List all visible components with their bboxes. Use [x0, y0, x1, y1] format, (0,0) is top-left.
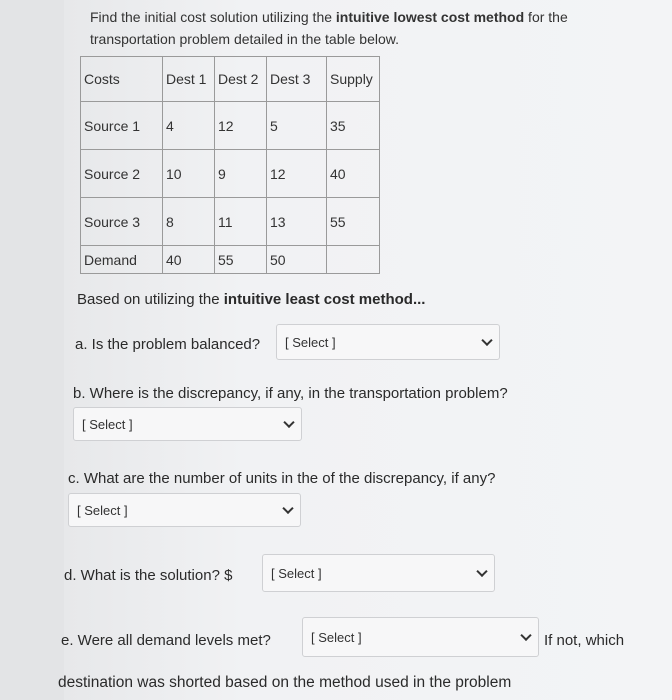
table-cell: Demand [81, 246, 163, 274]
chevron-down-icon [282, 503, 293, 514]
table-cell: 10 [163, 150, 215, 198]
table-cell: 50 [267, 246, 327, 274]
table-cell: 5 [267, 102, 327, 150]
question-b-label: b. Where is the discrepancy, if any, in the transportation problem? [73, 385, 508, 402]
table-cell: 35 [327, 102, 380, 150]
table-cell: 4 [163, 102, 215, 150]
table-cell: 40 [163, 246, 215, 274]
question-c-select[interactable]: [ Select ] [68, 493, 301, 527]
header-cell: Dest 3 [267, 57, 327, 102]
table-header-row [81, 57, 380, 102]
table-cell: 8 [163, 198, 215, 246]
question-d-label: d. What is the solution? $ [64, 567, 233, 584]
question-a-label: a. Is the problem balanced? [75, 336, 261, 353]
left-gutter [0, 0, 64, 700]
table-cell: 55 [327, 198, 380, 246]
chevron-down-icon [476, 566, 487, 577]
method-name: intuitive lowest cost method [335, 9, 525, 25]
table-cell [327, 246, 380, 274]
question-c-label: c. What are the number of units in the of the discrepancy, if any? [68, 470, 496, 487]
table-cell: 9 [215, 150, 267, 198]
table-cell: 55 [215, 246, 267, 274]
table-cell: 11 [215, 198, 267, 246]
table-row [81, 102, 380, 150]
question-e-followup: If not, which [544, 632, 625, 649]
table-cell: 12 [267, 150, 327, 198]
problem-statement: Find the initial cost solution utilizing the intuitive lowest cost method for the transportation problem detailed in the table below. [90, 9, 568, 47]
question-e-continuation: destination was shorted based on the method used in the problem [58, 674, 512, 691]
table-cell: 40 [327, 150, 380, 198]
header-cell: Dest 1 [163, 57, 215, 102]
header-cell: Dest 2 [215, 57, 267, 102]
question-b-select[interactable]: [ Select ] [73, 407, 302, 441]
header-cell: Supply [327, 57, 380, 102]
chevron-down-icon [520, 630, 531, 641]
table-cell: Source 1 [81, 102, 163, 150]
method-basis-text: Based on utilizing the intuitive least cost method... [77, 291, 426, 308]
table-cell: Source 3 [81, 198, 163, 246]
table-cell: Source 2 [81, 150, 163, 198]
table-row [81, 198, 380, 246]
question-e-select[interactable]: [ Select ] [302, 617, 539, 657]
chevron-down-icon [481, 335, 492, 346]
table-cell: 12 [215, 102, 267, 150]
chevron-down-icon [283, 417, 294, 428]
header-cell: Costs [81, 57, 163, 102]
question-e-label: e. Were all demand levels met? [61, 632, 271, 649]
transportation-table [80, 56, 380, 274]
demand-row [81, 246, 380, 274]
question-a-select[interactable]: [ Select ] [276, 324, 500, 360]
table-row [81, 150, 380, 198]
table-cell: 13 [267, 198, 327, 246]
question-d-select[interactable]: [ Select ] [262, 554, 495, 592]
